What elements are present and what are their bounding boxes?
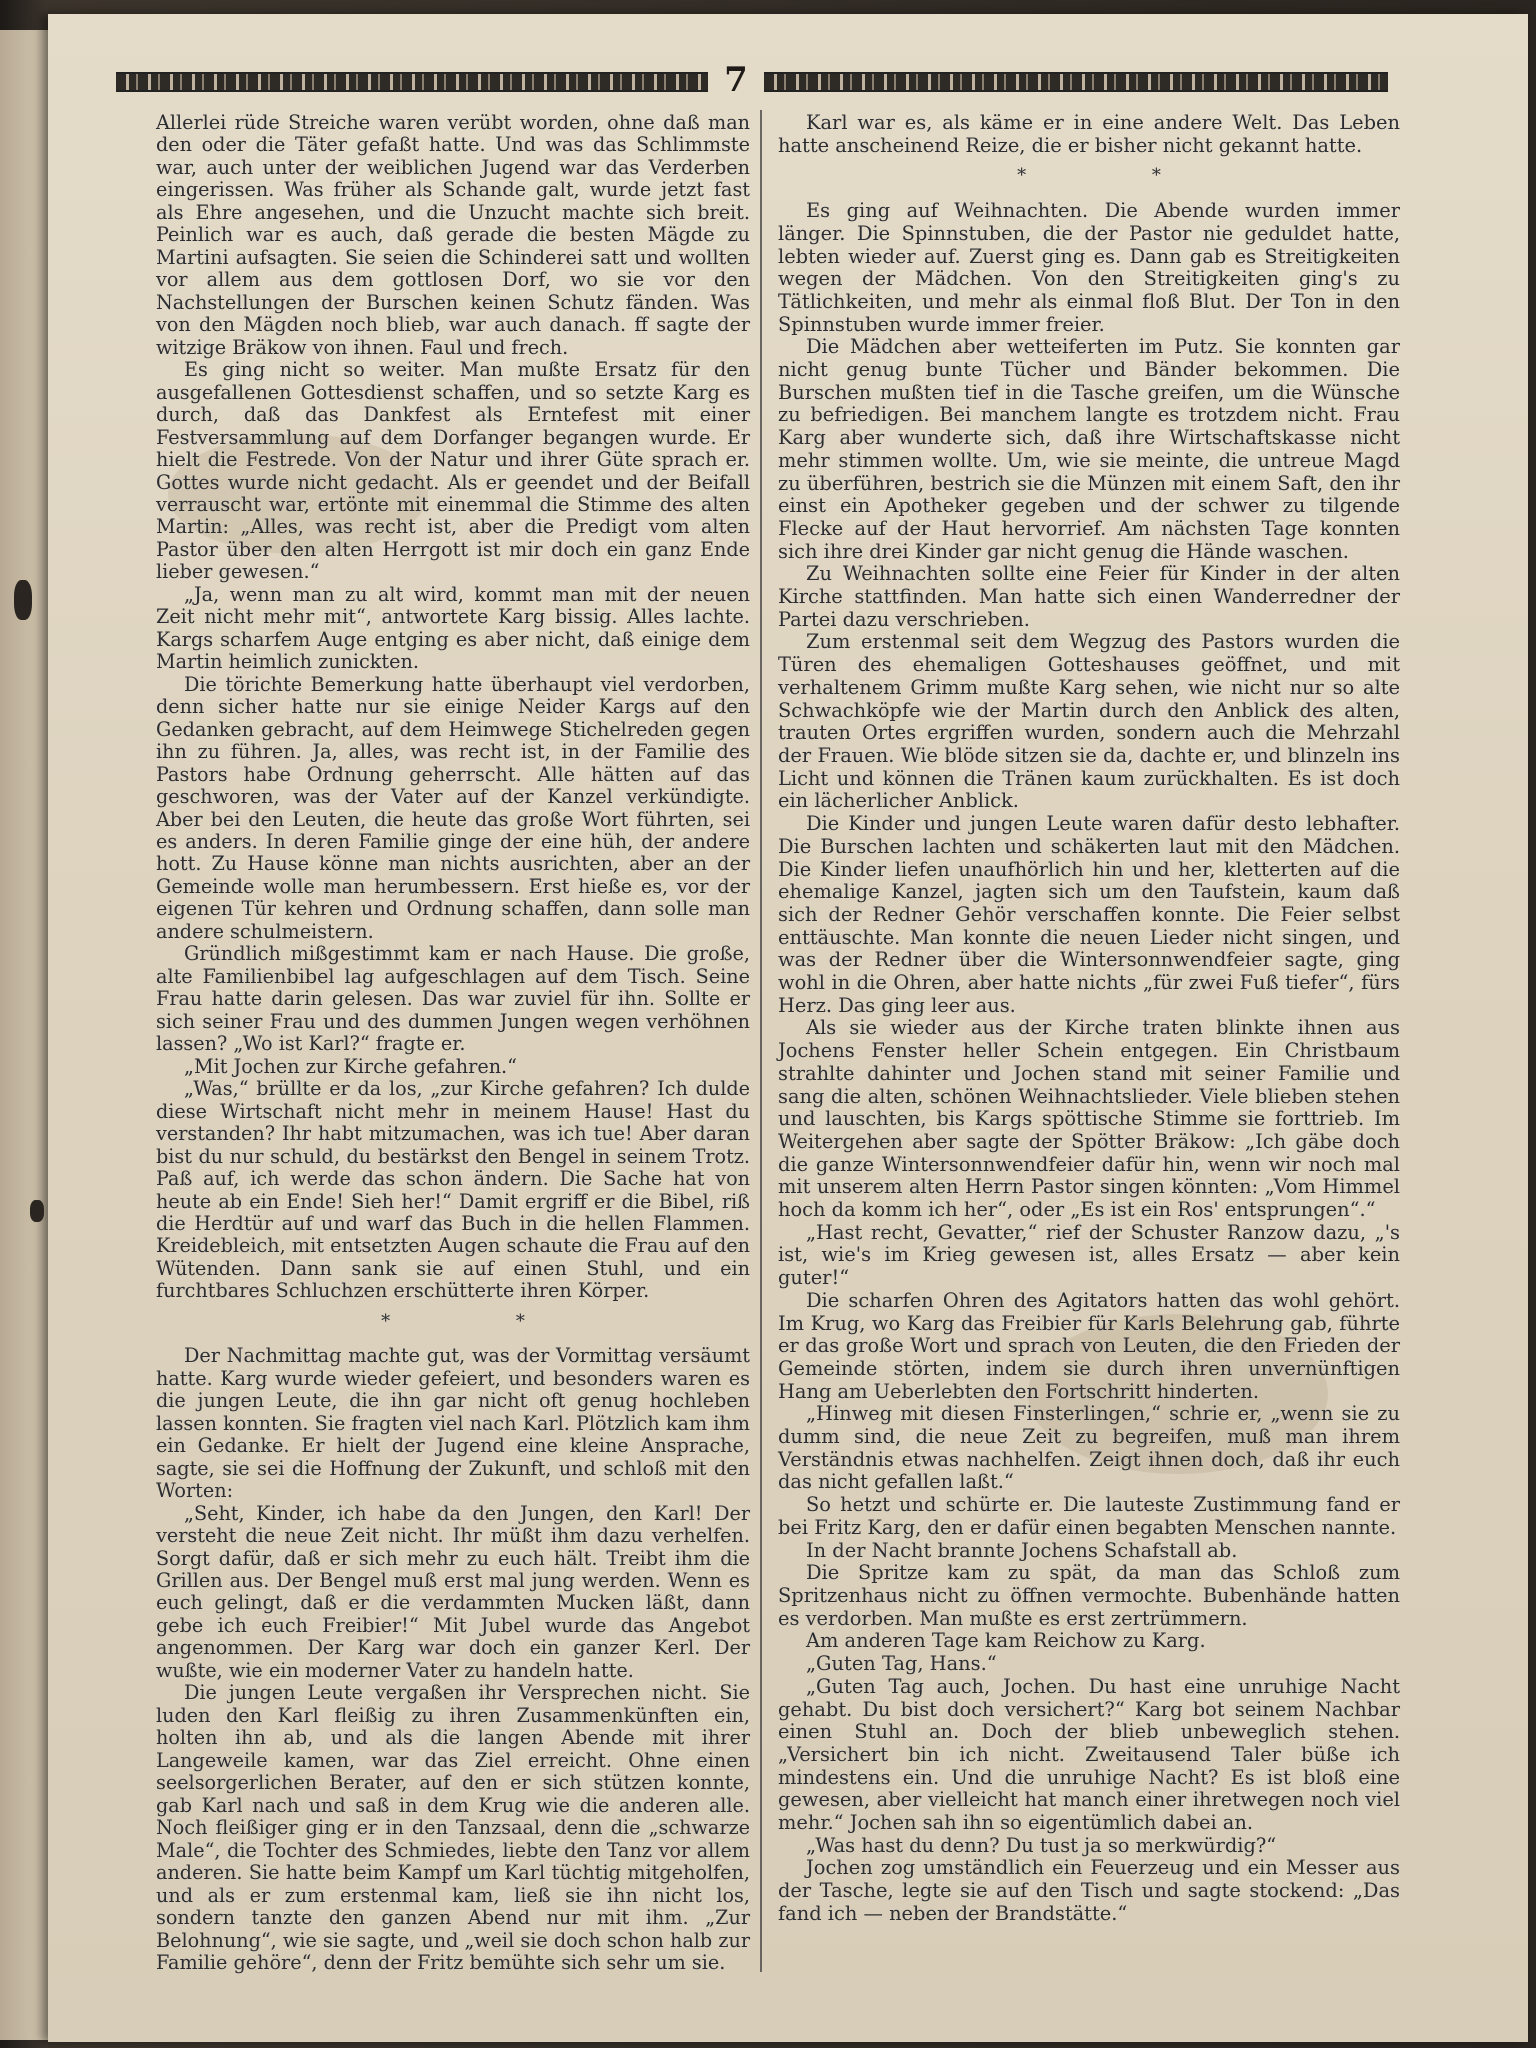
paragraph: „Was,“ brüllte er da los, „zur Kirche gefahren? Ich dulde diese Wirtschaft nicht mehr in meinem Hause! Hast du verstanden? Ihr habt mitzumachen, was ich tue! Aber daran bist du nur schuld, du bestärkst den Bengel in seinem Trotz. Paß auf, ich werde das schon ändern. Die Sache hat von heute ab ein Ende! Sieh her!“ Damit ergriff er die Bibel, riß die Herdtür auf und warf das Buch in die hellen Flammen. Kreidebleich, mit entsetzten Augen schaute die Frau auf den Wütenden. Dann sank sie auf einen Stuhl, und ein furchtbares Schluchzen erschütterte ihren Körper. (156, 1077, 750, 1303)
paragraph: „Was hast du denn? Du tust ja so merkwürdig?“ (806, 1833, 1277, 1857)
paragraph: Karl war es, als käme er in eine andere Welt. Das Leben hatte anscheinend Reize, die er bisher nicht gekannt hatte. (778, 111, 1400, 157)
section-separator: * * (1017, 165, 1221, 187)
paragraph: Allerlei rüde Streiche waren verübt worden, ohne daß man den oder die Täter gefaßt hatte. Und was das Schlimmste war, auch unter der weiblichen Jugend war das Verderben eingerissen. Was früher als Schande galt, wurde jetzt fast als Ehre angesehen, und die Unzucht machte sich breit. Peinlich war es auch, daß gerade die besten Mägde zu Martini aufsagten. Sie seien die Schinderei satt und wollten vor allem aus dem gottlosen Dorf, wo sie vor den Nachstellungen der Burschen keinen Schutz fänden. Was von den Mägden noch blieb, war auch danach. ff sagte der witzige Bräkow von ihnen. Faul und frech. (156, 111, 750, 359)
paragraph: Gründlich mißgestimmt kam er nach Hause. Die große, alte Familienbibel lag aufgeschlagen auf dem Tisch. Seine Frau hatte darin gelesen. Das war zuviel für ihn. Sollte er sich seiner Frau und des dummen Jungen wegen verhöhnen lassen? „Wo ist Karl?“ fragte er. (156, 942, 750, 1056)
paragraph: „Hast recht, Gevatter,“ rief der Schuster Ranzow dazu, „'s ist, wie's im Krieg gewesen ist, alles Ersatz — aber kein guter!“ (778, 1220, 1400, 1290)
header-ornament-left (116, 72, 708, 92)
paragraph: „Guten Tag, Hans.“ (806, 1652, 997, 1676)
paper-tear (30, 1200, 44, 1222)
paragraph: Es ging nicht so weiter. Man mußte Ersatz für den ausgefallenen Gottesdienst schaffen, und so setzte Karg es durch, daß das Dankfest als Erntefest mit einer Festversammlung auf dem Dorfanger begangen wurde. Er hielt die Festrede. Von der Natur und ihrer Güte sprach er. Gottes wurde nicht gedacht. Als er geendet und der Beifall verrauscht war, ertönte mit einemmal die Stimme des alten Martin: „Alles, was recht ist, aber die Predigt vom alten Pastor über den alten Herrgott ist mir doch ein ganz Ende lieber gewesen.“ (156, 358, 750, 584)
paragraph: Als sie wieder aus der Kirche traten blinkte ihnen aus Jochens Fenster heller Schein entgegen. Ein Christbaum strahlte dahinter und Jochen stand mit seiner Familie und sang die alten, schönen Weihnachtslieder. Viele blieben stehen und lauschten, bis Kargs spöttische Stimme sie forttrieb. Im Weitergehen aber sagte der Spötter Bräkow: „Ich gäbe doch die ganze Wintersonnwendfeier dafür hin, wenn wir noch mal mit unserem alten Herrn Pastor singen könnten: „Vom Himmel hoch da komm ich her“, oder „Es ist ein Ros' entsprungen“.“ (778, 1016, 1400, 1222)
paragraph: So hetzt und schürte er. Die lauteste Zustimmung fand er bei Fritz Karg, den er dafür einen begabten Menschen nannte. (778, 1493, 1400, 1539)
paragraph: Die Kinder und jungen Leute waren dafür desto lebhafter. Die Burschen lachten und schäkerten laut mit den Mädchen. Die Kinder liefen unaufhörlich hin und her, kletterten auf die ehemalige Kanzel, jagten sich um den Taufstein, kaum daß sich der Redner Gehör verschaffen konnte. Die Feier selbst enttäuschte. Man konnte die neuen Lieder nicht singen, und was der Redner über die Wintersonnwendfeier sagte, ging wohl in die Ohren, aber hatte nichts „für zwei Fuß tiefer“, fürs Herz. Das ging leer aus. (778, 812, 1400, 1017)
column-divider (760, 110, 762, 1972)
left-column (156, 112, 750, 1974)
paragraph: Die jungen Leute vergaßen ihr Versprechen nicht. Sie luden den Karl fleißig zu ihren Zusammenkünften ein, holten ihn ab, und als die langen Abende mit ihrer Langeweile kamen, war das Ziel erreicht. Ohne einen seelsorgerlichen Berater, auf den er sich stützen konnte, gab Karl nach und saß in dem Krug wie die anderen alle. Noch fleißiger ging er in den Tanzsaal, denn die „schwarze Male“, die Tochter des Schmiedes, liebte den Tanz vor allem anderen. Sie hatte beim Kampf um Karl tüchtig mitgeholfen, und als er zum erstenmal kam, ließ sie ihn nicht los, sondern tanzte den ganzen Abend nur mit ihm. „Zur Belohnung“, wie sie sagte, und „weil sie doch schon halb zur Familie gehöre“, denn der Fritz bemühte sich sehr um sie. (156, 1681, 750, 1974)
paragraph: „Mit Jochen zur Kirche gefahren.“ (184, 1054, 517, 1078)
paragraph: Die scharfen Ohren des Agitators hatten das wohl gehört. Im Krug, wo Karg das Freibier für Karls Belehrung gab, führte er das große Wort und sprach von Leuten, die den Frieden der Gemeinde störten, indem sie durch ihren unvernünftigen Hang am Ueberlebten den Fortschritt hinderten. (778, 1288, 1400, 1403)
paragraph: Die törichte Bemerkung hatte überhaupt viel verdorben, denn sicher hatte nur sie einige Neider Kargs auf den Gedanken gebracht, auf dem Heimwege Stichelreden gegen ihn zu führen. Ja, alles, was recht ist, in der Familie des Pastors habe Ordnung geherrscht. Alle hätten auf das geschworen, was der Vater auf der Kanzel verkündigte. Aber bei den Leuten, die heute das große Wort führten, sei es anders. In deren Familie ginge der eine hüh, der andere hott. Zu Hause könne man nichts ausrichten, aber an der Gemeinde wolle man herumbessern. Erst hieße es, vor der eigenen Tür kehren und Ordnung schaffen, dann solle man andere schulmeistern. (156, 672, 750, 943)
page-header (116, 62, 1388, 98)
paragraph: Zu Weihnachten sollte eine Feier für Kinder in der alten Kirche stattfinden. Man hatte sich einen Wanderredner der Partei dazu verschrieben. (778, 562, 1400, 631)
right-column (778, 112, 1400, 1926)
paragraph: Es ging auf Weihnachten. Die Abende wurden immer länger. Die Spinnstuben, die der Pastor nie geduldet hatte, lebten wieder auf. Zuerst ging es. Dann gab es Streitigkeiten wegen der Mädchen. Von den Streitigkeiten ging's zu Tätlichkeiten, und mehr als einmal floß Blut. Der Ton in den Spinnstuben wurde immer freier. (778, 199, 1400, 336)
paragraph: Am anderen Tage kam Reichow zu Karg. (806, 1629, 1206, 1653)
header-ornament-right (764, 72, 1388, 92)
paper-tear (14, 580, 32, 620)
section-separator: * * (381, 1310, 585, 1332)
paragraph: „Hinweg mit diesen Finsterlingen,“ schrie er, „wenn sie zu dumm sind, die neue Zeit zu begreifen, muß man ihrem Verständnis etwas nachhelfen. Zeigt ihnen doch, daß ihr euch das nicht gefallen laßt.“ (778, 1402, 1400, 1494)
paragraph: Der Nachmittag machte gut, was der Vormittag versäumt hatte. Karg wurde wieder gefeiert, und besonders waren es die jungen Leute, die ihn gar nicht oft genug hochleben lassen konnten. Sie fragten viel nach Karl. Plötzlich kam ihm ein Gedanke. Er hielt der Jugend eine kleine Ansprache, sagte, sie sei die Hoffnung der Zukunft, und schloß mit den Worten: (156, 1344, 750, 1503)
page-number: 7 (724, 60, 748, 100)
paragraph: Die Spritze kam zu spät, da man das Schloß zum Spritzenhaus nicht zu öffnen vermochte. Bubenhände hatten es verdorben. Man mußte es erst zertrümmern. (778, 1561, 1400, 1630)
paragraph: In der Nacht brannte Jochens Schafstall ab. (806, 1538, 1238, 1562)
paragraph: Zum erstenmal seit dem Wegzug des Pastors wurden die Türen des ehemaligen Gotteshauses geöffnet, und mit verhaltenem Grimm mußte Karg sehen, wie nicht nur so alte Schwachköpfe wie der Martin durch den Anblick des alten, trauten Ortes ergriffen wurden, sondern auch die Mehrzahl der Frauen. Wie blöde sitzen sie da, dachte er, und blinzeln ins Licht und können die Tränen kaum zurückhalten. Es ist doch ein lächerlicher Anblick. (778, 630, 1400, 813)
paragraph: „Guten Tag auch, Jochen. Du hast eine unruhige Nacht gehabt. Du bist doch versichert?“ Karg bot seinem Nachbar einen Stuhl an. Doch der blieb unbeweglich stehen. „Versichert bin ich nicht. Zweitausend Taler büße ich mindestens ein. Und die unruhige Nacht? Es ist bloß eine gewesen, aber vielleicht hat manch einer ihretwegen noch viel mehr.“ Jochen sah ihn so eigentümlich dabei an. (778, 1674, 1400, 1835)
paragraph: „Ja, wenn man zu alt wird, kommt man mit der neuen Zeit nicht mehr mit“, antwortete Karg bissig. Alles lachte. Kargs scharfem Auge entging es aber nicht, daß einige dem Martin heimlich zunickten. (156, 582, 750, 674)
paragraph: „Seht, Kinder, ich habe da den Jungen, den Karl! Der versteht die neue Zeit nicht. Ihr müßt ihm dazu verhelfen. Sorgt dafür, daß er sich mehr zu euch hält. Treibt ihm die Grillen aus. Der Bengel muß erst mal jung werden. Wenn es euch gelingt, daß er die verdammten Mucken läßt, dann gebe ich euch Freibier!“ Mit Jubel wurde das Angebot angenommen. Der Karg war doch ein ganzer Kerl. Der wußte, wie ein moderner Vater zu handeln hatte. (156, 1501, 750, 1682)
paragraph: Jochen zog umständlich ein Feuerzeug und ein Messer aus der Tasche, legte sie auf den Tisch und sagte stockend: „Das fand ich — neben der Brandstätte.“ (778, 1856, 1400, 1925)
paragraph: Die Mädchen aber wetteiferten im Putz. Sie konnten gar nicht genug bunte Tücher und Bänder bekommen. Die Burschen mußten tief in die Tasche greifen, um die Wünsche zu befriedigen. Bei manchem langte es trotzdem nicht. Frau Karg aber wunderte sich, daß ihre Wirtschaftskasse nicht mehr stimmen wollte. Um, wie sie meinte, die untreue Magd zu überführen, bestrich sie die Münzen mit einem Saft, den ihr einst ein Apotheker gegeben und der schwer zu tilgende Flecke auf der Haut hervorrief. Am nächsten Tage konnten sich ihre drei Kinder gar nicht genug die Hände waschen. (778, 335, 1400, 563)
